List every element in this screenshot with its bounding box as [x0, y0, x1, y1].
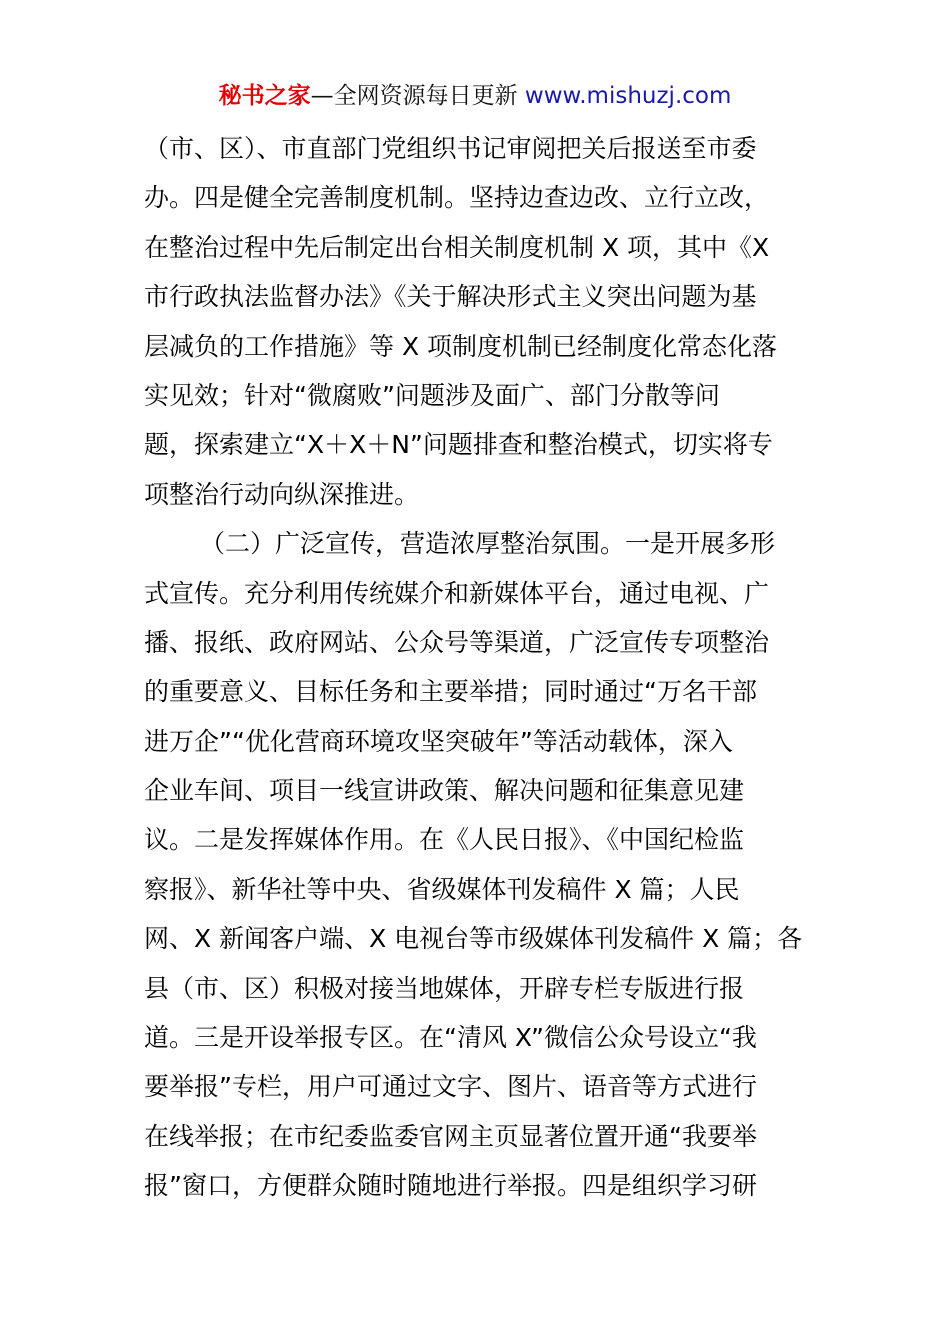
- text-line: （市、区）、市直部门党组织书记审阅把关后报送至市委: [144, 134, 757, 163]
- text-line: 报”窗口，方便群众随时随地进行举报。四是组织学习研: [144, 1171, 757, 1201]
- text-line: 要举报”专栏，用户可通过文字、图片、语音等方式进行: [144, 1072, 757, 1102]
- header-tagline: —全网资源每日更新: [310, 83, 518, 109]
- text-line: 办。四是健全完善制度机制。坚持边查边改、立行立改，: [144, 183, 770, 213]
- text-line: 道。三是开设举报专区。在“清风 X”微信公众号设立“我: [144, 1023, 757, 1053]
- site-url-link[interactable]: www.mishuzj.com: [524, 83, 732, 109]
- text-line: 的重要意义、目标任务和主要举措；同时通过“万名干部: [144, 677, 757, 707]
- text-line: 实见效；针对“微腐败”问题涉及面广、部门分散等问: [144, 380, 720, 410]
- text-line: 议。二是发挥媒体作用。在《人民日报》、《中国纪检监: [144, 825, 745, 855]
- text-line: 项整治行动向纵深推进。: [144, 479, 420, 509]
- text-line: 市行政执法监督办法》《关于解决形式主义突出问题为基: [144, 282, 757, 312]
- document-body: [144, 124, 824, 1211]
- text-line: 进万企”“优化营商环境攻坚突破年”等活动载体，深入: [144, 726, 733, 756]
- text-line: 县（市、区）积极对接当地媒体，开辟专栏专版进行报: [144, 973, 745, 1003]
- text-line: 层减负的工作措施》等 X 项制度机制已经制度化常态化落: [144, 331, 778, 361]
- text-line: （二）广泛宣传，营造浓厚整治氛围。一是开展多形: [200, 529, 776, 559]
- text-line: 网、X 新闻客户端、X 电视台等市级媒体刊发稿件 X 篇；各: [144, 924, 803, 954]
- text-line: 播、报纸、政府网站、公众号等渠道，广泛宣传专项整治: [144, 627, 770, 657]
- brand-name: 秘书之家: [218, 83, 311, 109]
- text-line: 在线举报；在市纪委监委官网主页显著位置开通“我要举: [144, 1121, 757, 1151]
- text-line: 题，探索建立“X＋X＋N”问题排查和整治模式，切实将专: [144, 430, 773, 460]
- text-line: 企业车间、项目一线宣讲政策、解决问题和征集意见建: [144, 776, 745, 806]
- page-header: [0, 80, 950, 112]
- text-line: 式宣传。充分利用传统媒介和新媒体平台，通过电视、广: [144, 578, 770, 608]
- text-line: 察报》、新华社等中央、省级媒体刊发稿件 X 篇；人民: [144, 874, 740, 904]
- text-line: 在整治过程中先后制定出台相关制度机制 X 项，其中《X: [144, 232, 770, 262]
